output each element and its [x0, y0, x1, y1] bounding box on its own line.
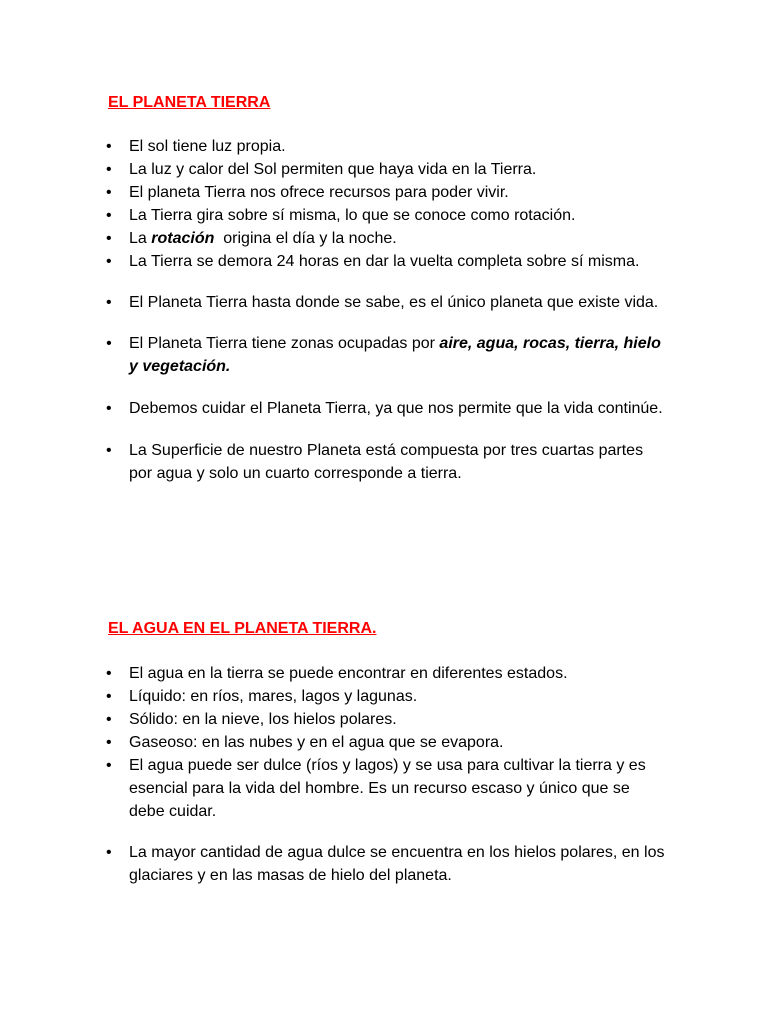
list-item: [0, 250, 669, 273]
list-item-emphasis: rotación: [151, 230, 215, 247]
list-item-text: Debemos cuidar el Planeta Tierra, ya que nos permite que la vida continúe.: [129, 400, 663, 417]
list-item: [0, 158, 669, 181]
bullet-icon: •: [106, 665, 112, 682]
list-item-text: El agua en la tierra se puede encontrar en diferentes estados.: [129, 665, 568, 682]
bullet-icon: •: [106, 757, 112, 774]
bullet-icon: •: [106, 711, 112, 728]
list-item: [0, 439, 669, 485]
list-item: [0, 662, 669, 685]
list-item: [0, 708, 669, 731]
list-item-text: La luz y calor del Sol permiten que haya vida en la Tierra.: [129, 161, 537, 178]
list-item-text: Líquido: en ríos, mares, lagos y lagunas.: [129, 688, 418, 705]
list-item: [0, 227, 669, 250]
list-item-text: Sólido: en la nieve, los hielos polares.: [129, 711, 397, 728]
list-item-text-before: La: [129, 230, 152, 247]
bullet-icon: •: [106, 294, 112, 311]
section-heading-agua: EL AGUA EN EL PLANETA TIERRA.: [108, 620, 377, 637]
list-item: [0, 841, 669, 887]
list-item-text: La Tierra gira sobre sí misma, lo que se conoce como rotación.: [129, 207, 576, 224]
list-item: [0, 754, 669, 823]
list-item-text: El sol tiene luz propia.: [129, 138, 286, 155]
bullet-icon: •: [106, 844, 112, 861]
list-item: [0, 332, 669, 378]
list-item-text: La Superficie de nuestro Planeta está compuesta por tres cuartas partes por agua y solo un cuarto corresponde a tierra.: [129, 442, 644, 482]
section-heading-planeta-tierra: EL PLANETA TIERRA: [108, 94, 271, 111]
list-item-text: Gaseoso: en las nubes y en el agua que se evapora.: [129, 734, 504, 751]
list-item: [0, 731, 669, 754]
bullet-icon: •: [106, 442, 112, 459]
bullet-icon: •: [106, 400, 112, 417]
list-item: [0, 685, 669, 708]
bullet-icon: •: [106, 207, 112, 224]
list-item-text: La mayor cantidad de agua dulce se encuentra en los hielos polares, en los glaciares y en las masas de hielo del planeta.: [129, 844, 665, 884]
bullet-icon: •: [106, 688, 112, 705]
list-item-emphasis: aire, agua, rocas, tierra, hielo y vegetación.: [129, 335, 661, 375]
list-item: [0, 397, 669, 420]
list-item-text-before: El Planeta Tierra tiene zonas ocupadas por: [129, 335, 440, 352]
bullet-icon: •: [106, 138, 112, 155]
list-item-text: El Planeta Tierra hasta donde se sabe, es el único planeta que existe vida.: [129, 294, 659, 311]
list-item: [0, 291, 669, 314]
list-item-text: La Tierra se demora 24 horas en dar la vuelta completa sobre sí misma.: [129, 253, 640, 270]
bullet-icon: •: [106, 253, 112, 270]
list-item: [0, 135, 669, 158]
planeta-tierra-bullet-list: [0, 135, 669, 485]
list-item: [0, 181, 669, 204]
bullet-icon: •: [106, 230, 112, 247]
list-item-text: El agua puede ser dulce (ríos y lagos) y se usa para cultivar la tierra y es esencial para la vida del hombre. Es un recurso escaso y único que se debe cuidar.: [129, 757, 646, 820]
bullet-icon: •: [106, 335, 112, 352]
bullet-icon: •: [106, 184, 112, 201]
list-item: [0, 204, 669, 227]
bullet-icon: •: [106, 161, 112, 178]
bullet-icon: •: [106, 734, 112, 751]
agua-bullet-list: [0, 662, 669, 887]
list-item-text-after: origina el día y la noche.: [214, 230, 397, 247]
list-item-text: El planeta Tierra nos ofrece recursos para poder vivir.: [129, 184, 509, 201]
